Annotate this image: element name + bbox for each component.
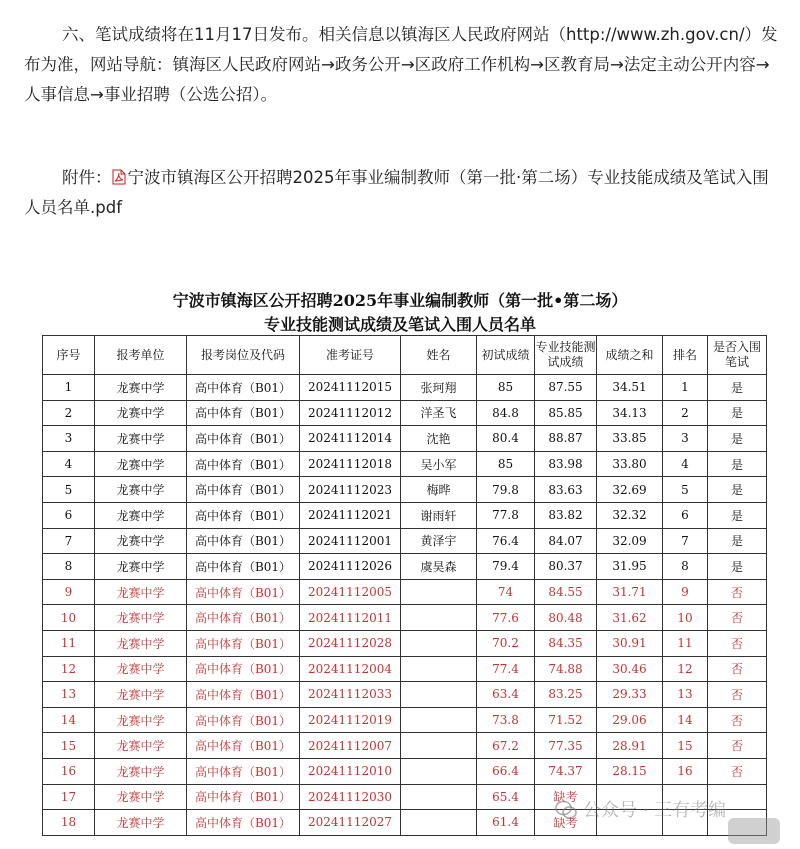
cell-no: 5 (43, 477, 95, 503)
cell-exam-id: 20241112011 (300, 605, 401, 631)
cell-exam-id: 20241112026 (300, 554, 401, 580)
cell-rank: 3 (663, 426, 708, 452)
cell-unit: 龙赛中学 (95, 656, 187, 682)
cell-name: 梅晔 (401, 477, 477, 503)
watermark (555, 796, 726, 822)
cell-skill-score: 83.25 (535, 682, 597, 708)
cell-rank: 11 (663, 630, 708, 656)
table-row (43, 758, 767, 784)
cell-exam-id: 20241112021 (300, 502, 401, 528)
cell-exam-id: 20241112007 (300, 733, 401, 759)
table-row (43, 477, 767, 503)
cell-initial-score: 67.2 (477, 733, 535, 759)
cell-initial-score: 65.4 (477, 784, 535, 810)
header-rank: 排名 (663, 336, 708, 375)
table-body (43, 375, 767, 836)
cell-no: 13 (43, 682, 95, 708)
cell-exam-id: 20241112014 (300, 426, 401, 452)
cell-name: 谢雨轩 (401, 502, 477, 528)
cell-qualified: 否 (708, 579, 767, 605)
cell-name: 虞昊森 (401, 554, 477, 580)
cell-exam-id: 20241112012 (300, 400, 401, 426)
cell-qualified: 否 (708, 758, 767, 784)
cell-skill-score: 87.55 (535, 375, 597, 401)
notice-paragraph-six (24, 20, 784, 110)
cell-qualified: 否 (708, 707, 767, 733)
cell-name (401, 656, 477, 682)
cell-total: 28.15 (597, 758, 663, 784)
cell-unit: 龙赛中学 (95, 810, 187, 836)
results-table (42, 335, 767, 836)
header-total: 成绩之和 (597, 336, 663, 375)
cell-initial-score: 73.8 (477, 707, 535, 733)
watermark-badge (728, 818, 780, 844)
cell-exam-id: 20241112023 (300, 477, 401, 503)
cell-no: 2 (43, 400, 95, 426)
cell-name: 黄泽宇 (401, 528, 477, 554)
wechat-icon (555, 800, 577, 820)
cell-unit: 龙赛中学 (95, 682, 187, 708)
table-row (43, 682, 767, 708)
table-row (43, 502, 767, 528)
cell-exam-id: 20241112027 (300, 810, 401, 836)
attachment-line (24, 163, 784, 223)
cell-post: 高中体育（B01） (187, 733, 300, 759)
cell-total: 32.09 (597, 528, 663, 554)
cell-post: 高中体育（B01） (187, 400, 300, 426)
cell-initial-score: 79.8 (477, 477, 535, 503)
cell-initial-score: 76.4 (477, 528, 535, 554)
cell-post: 高中体育（B01） (187, 656, 300, 682)
cell-exam-id: 20241112010 (300, 758, 401, 784)
cell-exam-id: 20241112030 (300, 784, 401, 810)
cell-total: 33.85 (597, 426, 663, 452)
cell-name: 洋圣飞 (401, 400, 477, 426)
cell-post: 高中体育（B01） (187, 426, 300, 452)
cell-skill-score: 缺考 (535, 784, 597, 810)
cell-post: 高中体育（B01） (187, 528, 300, 554)
cell-unit: 龙赛中学 (95, 477, 187, 503)
cell-total: 33.80 (597, 451, 663, 477)
cell-rank: 14 (663, 707, 708, 733)
cell-initial-score: 85 (477, 375, 535, 401)
cell-no: 1 (43, 375, 95, 401)
cell-no: 6 (43, 502, 95, 528)
cell-name: 沈艳 (401, 426, 477, 452)
cell-skill-score: 84.35 (535, 630, 597, 656)
cell-rank: 6 (663, 502, 708, 528)
table-row (43, 733, 767, 759)
cell-post: 高中体育（B01） (187, 375, 300, 401)
cell-skill-score: 84.55 (535, 579, 597, 605)
cell-qualified: 否 (708, 630, 767, 656)
cell-name: 张珂翔 (401, 375, 477, 401)
header-post: 报考岗位及代码 (187, 336, 300, 375)
cell-post: 高中体育（B01） (187, 477, 300, 503)
cell-no: 8 (43, 554, 95, 580)
cell-exam-id: 20241112005 (300, 579, 401, 605)
cell-initial-score: 70.2 (477, 630, 535, 656)
cell-name: 吴小军 (401, 451, 477, 477)
cell-post: 高中体育（B01） (187, 554, 300, 580)
cell-no: 11 (43, 630, 95, 656)
cell-unit: 龙赛中学 (95, 400, 187, 426)
cell-total: 30.91 (597, 630, 663, 656)
cell-qualified: 是 (708, 400, 767, 426)
header-name: 姓名 (401, 336, 477, 375)
cell-name (401, 682, 477, 708)
header-exam-id: 准考证号 (300, 336, 401, 375)
cell-initial-score: 61.4 (477, 810, 535, 836)
cell-post: 高中体育（B01） (187, 810, 300, 836)
cell-skill-score: 74.37 (535, 758, 597, 784)
cell-skill-score: 74.88 (535, 656, 597, 682)
cell-rank: 4 (663, 451, 708, 477)
cell-rank: 9 (663, 579, 708, 605)
cell-name (401, 605, 477, 631)
table-row (43, 528, 767, 554)
cell-qualified: 是 (708, 426, 767, 452)
cell-no: 9 (43, 579, 95, 605)
cell-total: 34.13 (597, 400, 663, 426)
cell-unit: 龙赛中学 (95, 605, 187, 631)
cell-exam-id: 20241112018 (300, 451, 401, 477)
cell-skill-score: 80.37 (535, 554, 597, 580)
cell-initial-score: 84.8 (477, 400, 535, 426)
table-header-row (43, 336, 767, 375)
cell-initial-score: 74 (477, 579, 535, 605)
cell-unit: 龙赛中学 (95, 528, 187, 554)
header-qualified: 是否入围笔试 (708, 336, 767, 375)
cell-no: 12 (43, 656, 95, 682)
cell-rank: 10 (663, 605, 708, 631)
cell-post: 高中体育（B01） (187, 502, 300, 528)
cell-qualified: 否 (708, 733, 767, 759)
cell-unit: 龙赛中学 (95, 554, 187, 580)
table-title-line1: 宁波市镇海区公开招聘2025年事业编制教师（第一批•第二场） (172, 291, 628, 310)
cell-post: 高中体育（B01） (187, 630, 300, 656)
cell-total: 29.33 (597, 682, 663, 708)
table-row (43, 426, 767, 452)
cell-no: 3 (43, 426, 95, 452)
table-row (43, 400, 767, 426)
cell-name (401, 784, 477, 810)
cell-qualified: 是 (708, 554, 767, 580)
cell-name (401, 579, 477, 605)
cell-skill-score: 88.87 (535, 426, 597, 452)
attachment-label: 附件： (62, 168, 112, 187)
table-row (43, 554, 767, 580)
cell-exam-id: 20241112015 (300, 375, 401, 401)
cell-initial-score: 77.8 (477, 502, 535, 528)
cell-no: 15 (43, 733, 95, 759)
cell-exam-id: 20241112004 (300, 656, 401, 682)
cell-skill-score: 80.48 (535, 605, 597, 631)
cell-total: 31.62 (597, 605, 663, 631)
table-row (43, 630, 767, 656)
cell-post: 高中体育（B01） (187, 707, 300, 733)
cell-qualified: 是 (708, 502, 767, 528)
table-title-line2: 专业技能测试成绩及笔试入围人员名单 (263, 315, 536, 334)
cell-skill-score: 缺考 (535, 810, 597, 836)
cell-post: 高中体育（B01） (187, 682, 300, 708)
cell-skill-score: 84.07 (535, 528, 597, 554)
cell-no: 16 (43, 758, 95, 784)
cell-unit: 龙赛中学 (95, 502, 187, 528)
cell-skill-score: 85.85 (535, 400, 597, 426)
header-skill-score: 专业技能测试成绩 (535, 336, 597, 375)
cell-unit: 龙赛中学 (95, 451, 187, 477)
header-initial-score: 初试成绩 (477, 336, 535, 375)
cell-post: 高中体育（B01） (187, 605, 300, 631)
cell-skill-score: 83.98 (535, 451, 597, 477)
cell-initial-score: 80.4 (477, 426, 535, 452)
attachment-pdf-link[interactable]: 宁波市镇海区公开招聘2025年事业编制教师（第一批·第二场）专业技能成绩及笔试入围人员名单.pdf (24, 168, 769, 217)
cell-skill-score: 83.63 (535, 477, 597, 503)
cell-name (401, 733, 477, 759)
cell-total: 34.51 (597, 375, 663, 401)
cell-total: 30.46 (597, 656, 663, 682)
cell-post: 高中体育（B01） (187, 758, 300, 784)
cell-no: 17 (43, 784, 95, 810)
cell-no: 10 (43, 605, 95, 631)
cell-rank: 13 (663, 682, 708, 708)
cell-rank: 15 (663, 733, 708, 759)
cell-unit: 龙赛中学 (95, 784, 187, 810)
cell-qualified: 否 (708, 682, 767, 708)
cell-qualified: 是 (708, 375, 767, 401)
cell-total: 28.91 (597, 733, 663, 759)
table-row (43, 451, 767, 477)
cell-name (401, 810, 477, 836)
cell-exam-id: 20241112019 (300, 707, 401, 733)
cell-qualified: 是 (708, 451, 767, 477)
cell-unit: 龙赛中学 (95, 375, 187, 401)
cell-skill-score: 71.52 (535, 707, 597, 733)
watermark-text: 公众号 · 三有考编 (583, 800, 727, 821)
cell-rank: 2 (663, 400, 708, 426)
cell-exam-id: 20241112033 (300, 682, 401, 708)
cell-rank: 5 (663, 477, 708, 503)
cell-no: 4 (43, 451, 95, 477)
table-row (43, 605, 767, 631)
cell-name (401, 758, 477, 784)
cell-no: 7 (43, 528, 95, 554)
header-unit: 报考单位 (95, 336, 187, 375)
table-row (43, 656, 767, 682)
cell-total: 32.32 (597, 502, 663, 528)
cell-rank: 8 (663, 554, 708, 580)
cell-rank: 16 (663, 758, 708, 784)
cell-initial-score: 63.4 (477, 682, 535, 708)
cell-initial-score: 77.6 (477, 605, 535, 631)
cell-unit: 龙赛中学 (95, 707, 187, 733)
cell-rank: 12 (663, 656, 708, 682)
cell-unit: 龙赛中学 (95, 579, 187, 605)
header-no: 序号 (43, 336, 95, 375)
cell-total: 31.71 (597, 579, 663, 605)
cell-exam-id: 20241112001 (300, 528, 401, 554)
cell-name (401, 630, 477, 656)
cell-no: 18 (43, 810, 95, 836)
notice-text: 六、笔试成绩将在11月17日发布。相关信息以镇海区人民政府网站（http://www.zh.gov.cn/）发布为准，网站导航：镇海区人民政府网站→政务公开→区政府工作机构→区教育局→法定主动公开内容→人事信息→事业招聘（公选公招）。 (24, 25, 778, 104)
cell-skill-score: 77.35 (535, 733, 597, 759)
cell-post: 高中体育（B01） (187, 451, 300, 477)
table-row (43, 579, 767, 605)
cell-total: 31.95 (597, 554, 663, 580)
cell-skill-score: 83.82 (535, 502, 597, 528)
cell-rank: 7 (663, 528, 708, 554)
table-row (43, 707, 767, 733)
cell-qualified: 否 (708, 605, 767, 631)
cell-qualified: 是 (708, 528, 767, 554)
cell-exam-id: 20241112028 (300, 630, 401, 656)
cell-post: 高中体育（B01） (187, 579, 300, 605)
cell-total: 29.06 (597, 707, 663, 733)
cell-unit: 龙赛中学 (95, 630, 187, 656)
cell-unit: 龙赛中学 (95, 758, 187, 784)
cell-rank: 1 (663, 375, 708, 401)
cell-unit: 龙赛中学 (95, 426, 187, 452)
cell-total: 32.69 (597, 477, 663, 503)
cell-initial-score: 79.4 (477, 554, 535, 580)
cell-initial-score: 77.4 (477, 656, 535, 682)
cell-qualified: 否 (708, 656, 767, 682)
table-row (43, 375, 767, 401)
cell-name (401, 707, 477, 733)
pdf-icon (112, 165, 126, 181)
cell-post: 高中体育（B01） (187, 784, 300, 810)
cell-qualified: 是 (708, 477, 767, 503)
cell-initial-score: 66.4 (477, 758, 535, 784)
cell-no: 14 (43, 707, 95, 733)
cell-initial-score: 85 (477, 451, 535, 477)
cell-unit: 龙赛中学 (95, 733, 187, 759)
